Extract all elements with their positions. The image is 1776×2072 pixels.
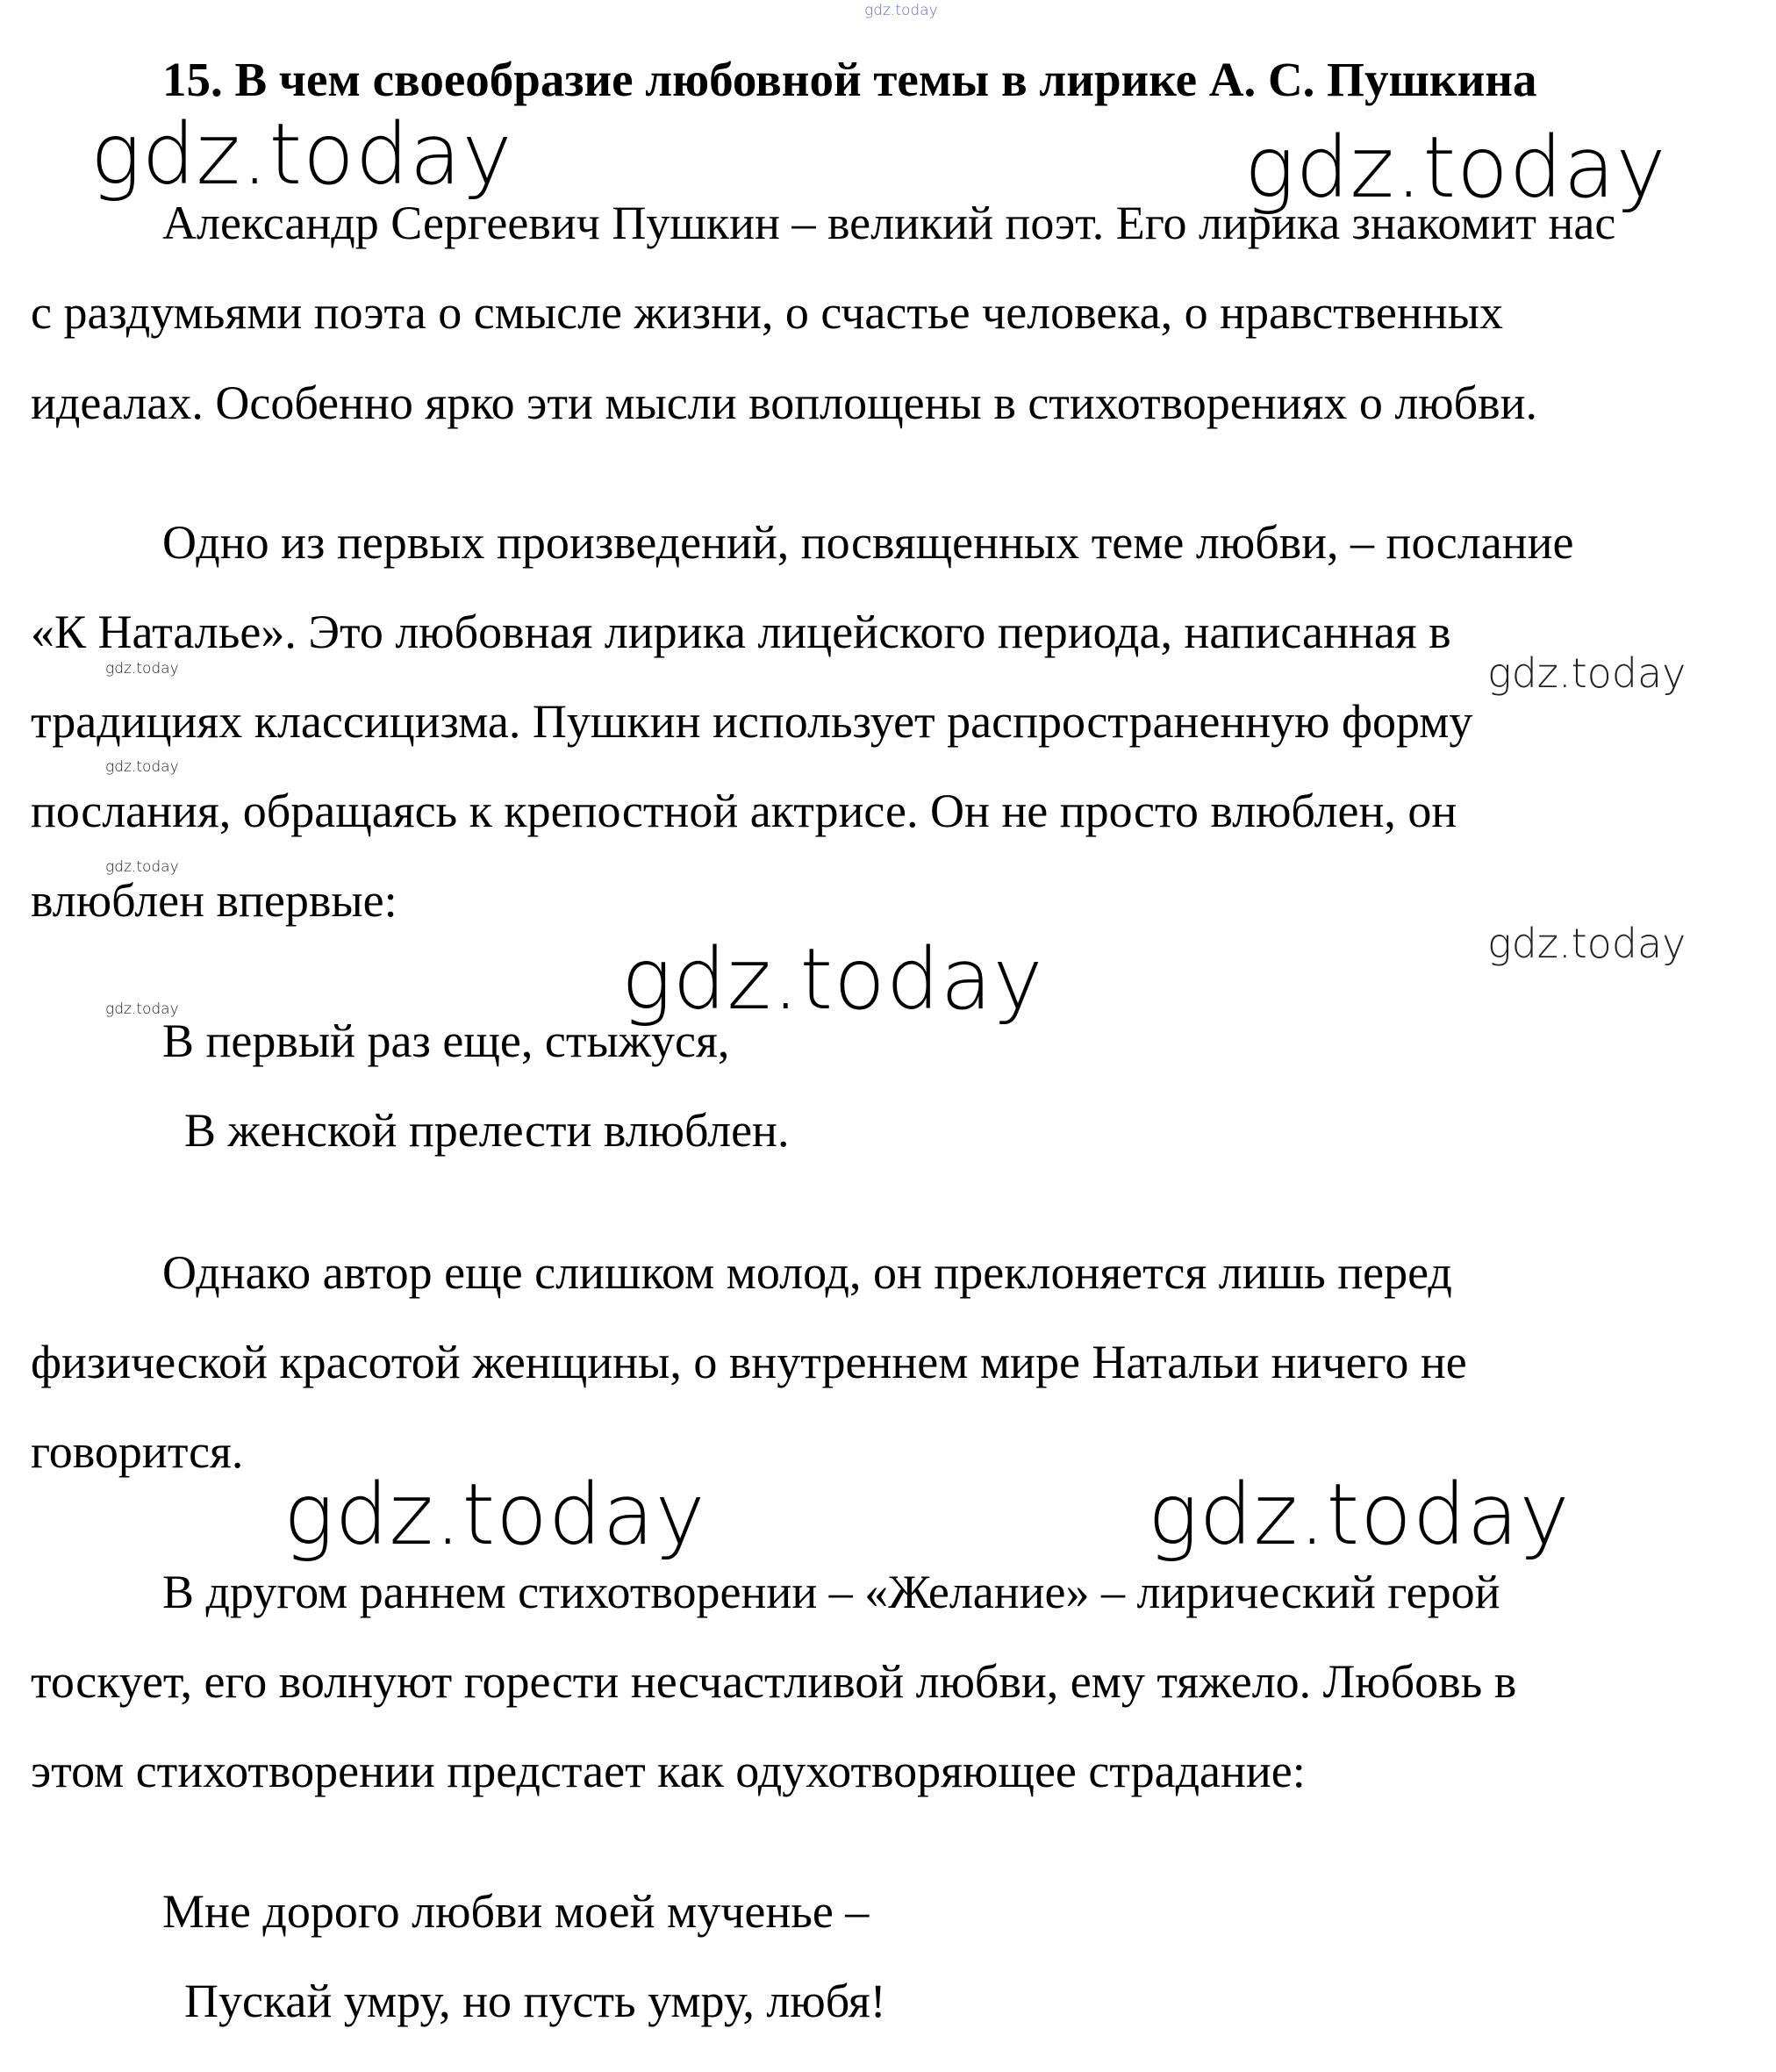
paragraph-line: идеалах. Особенно ярко эти мысли воплощены в стихотворениях о любви. — [31, 376, 1538, 429]
paragraph-line: влюблен впервые: — [31, 874, 397, 927]
verse-line: В женской прелести влюблен. — [184, 1104, 790, 1157]
paragraph-line: тоскует, его волнуют горести несчастливой любви, ему тяжело. Любовь в — [31, 1655, 1517, 1708]
watermark: gdz.today — [105, 660, 179, 678]
paragraph-line: Однако автор еще слишком молод, он преклоняется лишь перед — [162, 1246, 1452, 1299]
watermark-top: gdz.today — [864, 2, 938, 19]
watermark: gdz.today — [1487, 649, 1686, 697]
verse-line: Мне дорого любви моей мученье – — [162, 1885, 870, 1938]
paragraph-line: послания, обращаясь к крепостной актрисе. Он не просто влюблен, он — [31, 785, 1457, 837]
watermark: gdz.today — [105, 1000, 179, 1018]
paragraph-line: говорится. — [31, 1425, 244, 1478]
watermark: gdz.today — [1487, 920, 1686, 967]
paragraph-line: с раздумьями поэта о смысле жизни, о счастье человека, о нравственных — [31, 286, 1503, 339]
paragraph-line: этом стихотворении предстает как одухотворяющее страдание: — [31, 1745, 1306, 1797]
watermark: gdz.today — [90, 105, 513, 204]
paragraph-line: традициях классицизма. Пушкин использует распространенную форму — [31, 695, 1473, 748]
paragraph-line: В другом раннем стихотворении – «Желание» – лирический герой — [162, 1566, 1500, 1618]
watermark: gdz.today — [1244, 118, 1667, 217]
watermark: gdz.today — [105, 858, 179, 876]
watermark: gdz.today — [105, 758, 179, 776]
paragraph-line: физической красотой женщины, о внутреннем мире Натальи ничего не — [31, 1336, 1467, 1388]
paragraph-line: Одно из первых произведений, посвященных теме любви, – послание — [162, 516, 1574, 569]
verse-line: Пускай умру, но пусть умру, любя! — [184, 1975, 886, 2027]
page-title: 15. В чем своеобразие любовной темы в лирике А. С. Пушкина — [162, 53, 1537, 106]
watermark: gdz.today — [621, 930, 1044, 1029]
watermark: gdz.today — [1148, 1466, 1571, 1564]
watermark: gdz.today — [283, 1466, 706, 1564]
verse-line: В первый раз еще, стыжуся, — [162, 1014, 730, 1067]
paragraph-line: Александр Сергеевич Пушкин – великий поэт. Его лирика знакомит нас — [162, 197, 1616, 249]
paragraph-line: «К Наталье». Это любовная лирика лицейского периода, написанная в — [31, 606, 1451, 658]
